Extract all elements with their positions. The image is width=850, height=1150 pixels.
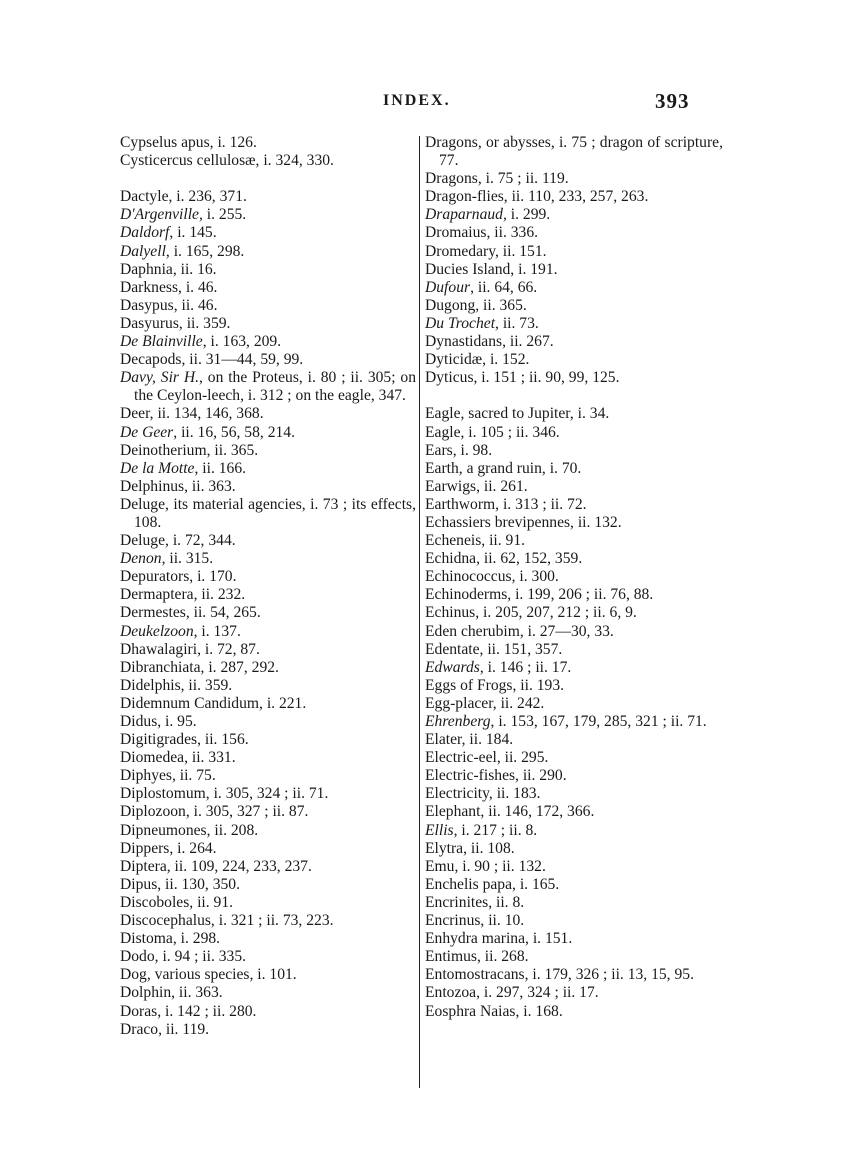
- entry-text: Dromedary, ii. 151.: [425, 242, 547, 260]
- index-entry: [425, 731, 723, 749]
- entry-text: Encrinites, ii. 8.: [425, 893, 525, 911]
- entry-text: Earth, a grand ruin, i. 70.: [425, 459, 582, 477]
- entry-text: Dog, various species, i. 101.: [120, 966, 297, 984]
- index-entry: [120, 550, 416, 568]
- entry-text: Echinoderms, i. 199, 206 ; ii. 76, 88.: [425, 586, 654, 604]
- index-entry: [120, 966, 416, 984]
- entry-heading: Denon: [120, 550, 162, 568]
- entry-text: Echinococcus, i. 300.: [425, 568, 559, 586]
- index-entry: [425, 767, 723, 785]
- index-entry: [120, 586, 416, 604]
- index-entry: [425, 279, 723, 297]
- entry-text: Dasypus, ii. 46.: [120, 296, 218, 314]
- index-entry: [120, 261, 416, 279]
- index-entry: [425, 840, 723, 858]
- index-entry: [120, 604, 416, 622]
- entry-text: Elater, ii. 184.: [425, 731, 514, 749]
- entry-heading: Ehrenberg: [425, 713, 491, 730]
- entry-heading: Edwards: [425, 658, 480, 676]
- index-entry: [425, 315, 723, 333]
- index-entry: [120, 297, 416, 315]
- entry-text: Draco, ii. 119.: [120, 1020, 210, 1038]
- entry-text: Encrinus, ii. 10.: [425, 912, 525, 930]
- entry-references: , i. 217 ; ii. 8.: [453, 821, 538, 839]
- entry-text: Diphyes, ii. 75.: [120, 767, 216, 785]
- entry-heading: Daldorf: [120, 224, 170, 242]
- index-entry: [425, 405, 723, 423]
- index-entry: [120, 948, 416, 966]
- column-divider: [419, 136, 420, 1088]
- index-entry: [120, 803, 416, 821]
- entry-text: Darkness, i. 46.: [120, 278, 218, 296]
- index-entry: [425, 206, 723, 224]
- index-entry: [120, 405, 416, 423]
- index-entry: [120, 912, 416, 930]
- entry-heading: De la Motte: [120, 459, 195, 477]
- index-entry: [425, 496, 723, 514]
- entry-text: Eagle, i. 105 ; ii. 346.: [425, 423, 560, 441]
- entry-heading: De Blainville: [120, 333, 203, 351]
- index-entry: [120, 785, 416, 803]
- entry-heading: Davy, Sir H.: [120, 369, 200, 387]
- entry-references: , on the Proteus, i. 80 ; ii. 305; on the Ceylon-leech, i. 312 ; on the eagle, 347.: [134, 369, 416, 405]
- entry-references: , i. 146 ; ii. 17.: [479, 658, 572, 676]
- entry-text: Didelphis, ii. 359.: [120, 676, 233, 694]
- index-column-right: [425, 134, 723, 1021]
- entry-references: , i. 137.: [193, 622, 241, 640]
- index-entry: [425, 478, 723, 496]
- index-entry: [120, 134, 416, 152]
- index-entry: [425, 550, 723, 568]
- letter-section-gap: [120, 170, 416, 188]
- index-entry: [120, 188, 416, 206]
- entry-text: Dhawalagiri, i. 72, 87.: [120, 640, 260, 658]
- entry-text: Enhydra marina, i. 151.: [425, 930, 573, 948]
- entry-text: Earthworm, i. 313 ; ii. 72.: [425, 495, 587, 513]
- index-entry: [120, 224, 416, 242]
- index-entry: [120, 442, 416, 460]
- entry-heading: Ellis: [425, 821, 454, 839]
- index-entry: [425, 984, 723, 1002]
- running-head: INDEX.: [383, 92, 451, 109]
- entry-heading: Dufour: [425, 278, 471, 296]
- index-entry: [120, 659, 416, 677]
- entry-text: Dermaptera, ii. 232.: [120, 586, 246, 604]
- entry-text: Deluge, i. 72, 344.: [120, 532, 236, 550]
- entry-text: Dynastidans, ii. 267.: [425, 333, 554, 351]
- index-entry: [425, 803, 723, 821]
- index-entry: [120, 713, 416, 731]
- entry-text: Eggs of Frogs, ii. 193.: [425, 676, 565, 694]
- entry-text: Entozoa, i. 297, 324 ; ii. 17.: [425, 984, 599, 1002]
- index-entry: [120, 424, 416, 442]
- entry-text: Discocephalus, i. 321 ; ii. 73, 223.: [120, 912, 334, 930]
- index-entry: [425, 659, 723, 677]
- index-entry: [425, 460, 723, 478]
- entry-references: , i. 165, 298.: [165, 242, 245, 260]
- index-entry: [120, 279, 416, 297]
- index-entry: [120, 460, 416, 478]
- index-entry: [120, 243, 416, 261]
- entry-text: Dyticidæ, i. 152.: [425, 351, 530, 369]
- entry-heading: Du Trochet: [425, 314, 496, 332]
- entry-text: Diplozoon, i. 305, 327 ; ii. 87.: [120, 803, 309, 821]
- index-entry: [120, 822, 416, 840]
- index-entry: [120, 568, 416, 586]
- entry-text: Dibranchiata, i. 287, 292.: [120, 658, 279, 676]
- index-entry: [425, 134, 723, 170]
- index-entry: [425, 424, 723, 442]
- index-entry: [425, 604, 723, 622]
- index-entry: [120, 695, 416, 713]
- entry-text: Dragon-flies, ii. 110, 233, 257, 263.: [425, 188, 649, 206]
- index-entry: [425, 894, 723, 912]
- entry-references: , ii. 64, 66.: [470, 278, 538, 296]
- entry-references: , i. 255.: [198, 206, 247, 224]
- entry-references: , ii. 73.: [495, 314, 539, 332]
- entry-text: Digitigrades, ii. 156.: [120, 731, 249, 749]
- entry-text: Dyticus, i. 151 ; ii. 90, 99, 125.: [425, 369, 620, 387]
- entry-text: Dragons, or abysses, i. 75 ; dragon of scripture, 77.: [425, 134, 723, 170]
- entry-text: Echidna, ii. 62, 152, 359.: [425, 550, 583, 568]
- index-entry: [425, 243, 723, 261]
- entry-text: Entimus, ii. 268.: [425, 948, 529, 966]
- entry-text: Echinus, i. 205, 207, 212 ; ii. 6, 9.: [425, 604, 637, 622]
- entry-references: , ii. 166.: [194, 459, 247, 477]
- entry-text: Dromaius, ii. 336.: [425, 224, 539, 242]
- index-entry: [425, 1003, 723, 1021]
- entry-heading: De Geer: [120, 423, 174, 441]
- entry-heading: Draparnaud: [425, 206, 503, 224]
- index-entry: [425, 261, 723, 279]
- entry-text: Decapods, ii. 31—44, 59, 99.: [120, 351, 304, 369]
- entry-text: Egg-placer, ii. 242.: [425, 694, 545, 712]
- entry-text: Ducies Island, i. 191.: [425, 260, 558, 278]
- index-entry: [425, 369, 723, 387]
- index-entry: [425, 695, 723, 713]
- index-entry: [425, 532, 723, 550]
- entry-heading: D'Argenville: [120, 206, 199, 224]
- index-entry: [120, 478, 416, 496]
- entry-text: Eden cherubim, i. 27—30, 33.: [425, 622, 614, 640]
- index-column-left: [120, 134, 416, 1039]
- index-entry: [425, 641, 723, 659]
- entry-text: Dipneumones, ii. 208.: [120, 821, 259, 839]
- index-entry: [425, 568, 723, 586]
- entry-text: Edentate, ii. 151, 357.: [425, 640, 563, 658]
- index-entry: [120, 930, 416, 948]
- entry-references: , i. 163, 209.: [202, 333, 282, 351]
- index-entry: [425, 930, 723, 948]
- index-entry: [425, 224, 723, 242]
- entry-text: Deluge, its material agencies, i. 73 ; its effects, 108.: [120, 495, 416, 531]
- index-entry: [120, 984, 416, 1002]
- index-entry: [425, 966, 723, 984]
- index-entry: [425, 297, 723, 315]
- entry-text: Diomedea, ii. 331.: [120, 749, 236, 767]
- index-entry: [120, 677, 416, 695]
- entry-text: Cypselus apus, i. 126.: [120, 134, 257, 151]
- entry-text: Delphinus, ii. 363.: [120, 477, 236, 495]
- index-entry: [120, 894, 416, 912]
- entry-text: Electric-fishes, ii. 290.: [425, 767, 567, 785]
- entry-text: Discoboles, ii. 91.: [120, 893, 234, 911]
- entry-text: Enchelis papa, i. 165.: [425, 875, 560, 893]
- index-entry: [425, 333, 723, 351]
- entry-text: Electric-eel, ii. 295.: [425, 749, 549, 767]
- index-entry: [120, 1021, 416, 1039]
- entry-text: Diptera, ii. 109, 224, 233, 237.: [120, 857, 312, 875]
- index-entry: [120, 369, 416, 405]
- index-entry: [425, 514, 723, 532]
- index-entry: [425, 442, 723, 460]
- index-entry: [425, 351, 723, 369]
- entry-text: Daphnia, ii. 16.: [120, 260, 217, 278]
- entry-text: Entomostracans, i. 179, 326 ; ii. 13, 15, 95.: [425, 966, 694, 984]
- entry-heading: Dalyell: [120, 242, 166, 260]
- index-entry: [425, 586, 723, 604]
- index-entry: [120, 840, 416, 858]
- entry-text: Elephant, ii. 146, 172, 366.: [425, 803, 595, 821]
- entry-text: Deinotherium, ii. 365.: [120, 441, 259, 459]
- index-entry: [425, 822, 723, 840]
- entry-text: Distoma, i. 298.: [120, 930, 221, 948]
- index-entry: [120, 496, 416, 532]
- entry-text: Didus, i. 95.: [120, 713, 197, 730]
- index-entry: [425, 749, 723, 767]
- index-entry: [120, 532, 416, 550]
- entry-references: , i. 299.: [502, 206, 551, 224]
- index-entry: [425, 170, 723, 188]
- letter-section-gap: [425, 387, 723, 405]
- index-entry: [425, 858, 723, 876]
- index-entry: [120, 731, 416, 749]
- index-entry: [425, 912, 723, 930]
- entry-text: Electricity, ii. 183.: [425, 785, 541, 803]
- entry-text: Dragons, i. 75 ; ii. 119.: [425, 170, 569, 188]
- index-entry: [120, 206, 416, 224]
- page-number: 393: [655, 89, 690, 113]
- entry-text: Echassiers brevipennes, ii. 132.: [425, 513, 622, 531]
- entry-text: Dactyle, i. 236, 371.: [120, 188, 247, 206]
- index-entry: [120, 767, 416, 785]
- index-entry: [120, 152, 416, 170]
- entry-references: , ii. 16, 56, 58, 214.: [173, 423, 295, 441]
- entry-text: Depurators, i. 170.: [120, 568, 237, 586]
- index-entry: [120, 333, 416, 351]
- entry-text: Echeneis, ii. 91.: [425, 532, 526, 550]
- index-entry: [120, 749, 416, 767]
- index-entry: [425, 948, 723, 966]
- index-entry: [120, 1003, 416, 1021]
- entry-text: Eosphra Naias, i. 168.: [425, 1002, 563, 1020]
- index-entry: [425, 188, 723, 206]
- entry-text: Eagle, sacred to Jupiter, i. 34.: [425, 405, 610, 423]
- entry-text: Diplostomum, i. 305, 324 ; ii. 71.: [120, 785, 329, 803]
- entry-text: Dodo, i. 94 ; ii. 335.: [120, 948, 247, 966]
- index-entry: [120, 641, 416, 659]
- entry-text: Cysticercus cellulosæ, i. 324, 330.: [120, 152, 334, 170]
- entry-text: Emu, i. 90 ; ii. 132.: [425, 857, 546, 875]
- entry-references: , i. 145.: [169, 224, 217, 242]
- entry-text: Ears, i. 98.: [425, 441, 493, 459]
- entry-heading: Deukelzoon: [120, 622, 194, 640]
- entry-text: Dugong, ii. 365.: [425, 296, 527, 314]
- index-entry: [425, 876, 723, 894]
- entry-text: Doras, i. 142 ; ii. 280.: [120, 1002, 257, 1020]
- entry-text: Didemnum Candidum, i. 221.: [120, 694, 307, 712]
- entry-text: Deer, ii. 134, 146, 368.: [120, 405, 264, 423]
- index-entry: [120, 351, 416, 369]
- entry-references: , ii. 315.: [161, 550, 214, 568]
- entry-text: Dolphin, ii. 363.: [120, 984, 223, 1002]
- index-entry: [120, 876, 416, 894]
- index-entry: [120, 623, 416, 641]
- entry-text: Dasyurus, ii. 359.: [120, 314, 231, 332]
- entry-text: Dippers, i. 264.: [120, 839, 217, 857]
- index-entry: [425, 713, 723, 731]
- entry-text: Dermestes, ii. 54, 265.: [120, 604, 261, 622]
- index-entry: [425, 677, 723, 695]
- entry-text: Elytra, ii. 108.: [425, 839, 515, 857]
- index-entry: [120, 315, 416, 333]
- entry-references: , i. 153, 167, 179, 285, 321 ; ii. 71.: [490, 713, 707, 730]
- entry-text: Dipus, ii. 130, 350.: [120, 875, 240, 893]
- index-entry: [120, 858, 416, 876]
- index-entry: [425, 785, 723, 803]
- entry-text: Earwigs, ii. 261.: [425, 477, 528, 495]
- index-entry: [425, 623, 723, 641]
